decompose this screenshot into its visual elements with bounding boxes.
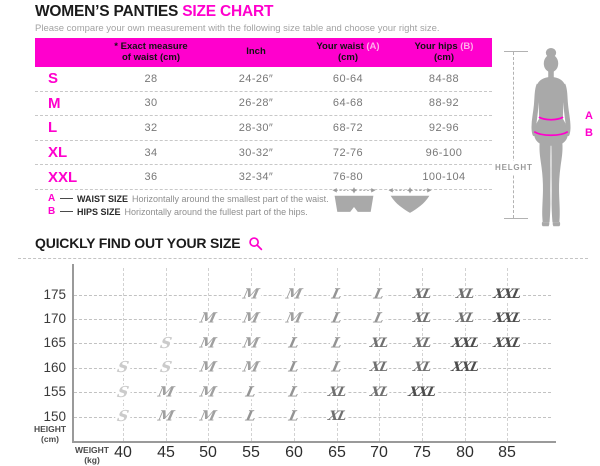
grid-size-XL: XL (411, 286, 433, 302)
table-row-L (35, 116, 492, 141)
size-label: M (48, 94, 61, 112)
hips-marker-label: B (585, 127, 593, 139)
grid-size-XL: XL (368, 360, 390, 376)
page-title-black: WOMEN’S PANTIES (35, 3, 183, 20)
weight-tick: 60 (285, 444, 303, 461)
legend-label: HIPS SIZE (77, 206, 121, 217)
grid-size-XL: XL (454, 311, 476, 327)
size-table-header-cell-3 (300, 42, 396, 64)
grid-size-XXL: XXL (450, 335, 480, 351)
grid-size-S: S (158, 357, 174, 376)
size-value: 92-96 (428, 121, 460, 134)
grid-size-XL: XL (411, 360, 433, 376)
grid-size-XL: XL (411, 311, 433, 327)
grid-size-XXL: XXL (492, 286, 522, 302)
size-value: 72-76 (332, 146, 364, 159)
header-cell-line2: (cm) (337, 51, 359, 63)
header-cell-mark: (A) (366, 40, 380, 52)
x-axis-title-line2: (kg) (84, 455, 100, 466)
grid-size-M: M (241, 286, 261, 303)
size-value: 30 (144, 97, 158, 110)
grid-size-S: S (115, 382, 131, 401)
header-cell-text: * Exact measure (114, 40, 188, 52)
size-label: XL (48, 144, 68, 162)
page-title-accent: SIZE CHART (182, 3, 274, 20)
size-label: L (48, 119, 58, 137)
grid-size-XXL: XXL (407, 384, 437, 400)
size-value: 88-92 (428, 97, 460, 110)
grid-size-XXL: XXL (450, 360, 480, 376)
magnifier-icon (248, 236, 263, 251)
grid-size-M: M (284, 286, 304, 303)
size-value: 32 (144, 121, 158, 134)
grid-size-M: M (198, 383, 218, 400)
grid-size-M: M (241, 310, 261, 327)
size-value: 64-68 (332, 97, 364, 110)
y-axis-line (72, 264, 74, 442)
weight-tick: 40 (114, 444, 132, 461)
height-tick: 155 (43, 384, 66, 400)
size-value: 26-28″ (238, 97, 274, 110)
height-tick: 165 (43, 335, 66, 351)
grid-size-L: L (330, 286, 344, 303)
size-label: S (48, 70, 59, 88)
weight-tick: 65 (328, 444, 346, 461)
grid-size-L: L (330, 359, 344, 376)
grid-hline (74, 392, 551, 393)
waist-marker-label: A (585, 110, 593, 122)
size-value: 32-34″ (238, 171, 274, 184)
header-cell-line2: (cm) (433, 51, 455, 63)
height-measure-label: HELGHT (495, 161, 536, 174)
section-divider (18, 258, 588, 259)
grid-size-L: L (244, 383, 258, 400)
size-value: 60-64 (332, 72, 364, 85)
table-row-M (35, 92, 492, 117)
height-tick: 175 (43, 286, 66, 302)
size-value: 68-72 (332, 121, 364, 134)
y-axis-title (30, 424, 70, 444)
legend-line-B (48, 205, 329, 218)
legend-key: B (48, 206, 56, 217)
header-cell-text: Your waist (316, 40, 367, 52)
grid-size-S: S (158, 333, 174, 352)
grid-size-L: L (372, 310, 386, 327)
header-cell-mark: (B) (460, 40, 474, 52)
size-value: 28 (144, 72, 158, 85)
weight-tick: 70 (370, 444, 388, 461)
grid-hline (74, 417, 551, 418)
grid-size-L: L (287, 359, 301, 376)
x-axis-title-line1: WEIGHT (75, 445, 109, 455)
size-label: XXL (48, 168, 78, 186)
legend-key: A (48, 193, 56, 204)
weight-tick: 55 (242, 444, 260, 461)
size-value: 36 (144, 171, 158, 184)
grid-size-L: L (287, 383, 301, 400)
grid-size-XL: XL (368, 335, 390, 351)
grid-size-M: M (156, 408, 176, 425)
weight-tick: 80 (456, 444, 474, 461)
y-axis-title-line2: (cm) (41, 434, 59, 445)
finder-heading-text: QUICKLY FIND OUT YOUR SIZE (35, 235, 241, 251)
grid-size-L: L (287, 335, 301, 352)
legend-dash (60, 211, 73, 212)
size-value: 96-100 (425, 146, 463, 159)
grid-size-XL: XL (326, 408, 348, 424)
legend-label: WAIST SIZE (77, 193, 129, 204)
weight-tick: 85 (498, 444, 516, 461)
page-subtitle: Please compare your own measurement with the following size table and choose your right size. (35, 23, 440, 34)
grid-size-S: S (115, 357, 131, 376)
weight-tick: 45 (157, 444, 175, 461)
grid-hline (74, 319, 551, 320)
legend-dash (60, 198, 73, 199)
grid-size-L: L (244, 408, 258, 425)
height-tick: 170 (43, 310, 66, 326)
size-table-body (35, 67, 492, 190)
grid-size-S: S (115, 406, 131, 425)
grid-size-XXL: XXL (492, 311, 522, 327)
measure-legend (48, 192, 329, 218)
boyshort-panty-icon (331, 186, 377, 214)
size-value: 24-26″ (238, 72, 274, 85)
panties-icons (331, 186, 433, 214)
grid-size-M: M (241, 359, 261, 376)
header-cell-text: Your hips (414, 40, 461, 52)
header-cell-line2: of waist (cm) (121, 51, 181, 63)
weight-tick: 50 (199, 444, 217, 461)
grid-size-M: M (198, 335, 218, 352)
height-tick: 150 (43, 408, 66, 424)
grid-size-M: M (156, 383, 176, 400)
legend-description: Horizontally around the fullest part of the hips. (124, 206, 308, 217)
grid-size-M: M (198, 359, 218, 376)
finder-heading (35, 235, 263, 251)
x-axis-line (72, 441, 556, 443)
y-axis-title-line1: HEIGHT (33, 424, 67, 434)
grid-size-M: M (198, 408, 218, 425)
grid-size-M: M (284, 310, 304, 327)
table-row-S (35, 67, 492, 92)
bikini-panty-icon (387, 186, 433, 214)
size-value: 30-32″ (238, 146, 274, 159)
height-tick: 160 (43, 359, 66, 375)
legend-line-A (48, 192, 329, 205)
x-axis-title (72, 445, 112, 465)
grid-size-L: L (330, 335, 344, 352)
table-row-XL (35, 141, 492, 166)
grid-size-L: L (287, 408, 301, 425)
size-value: 28-30″ (238, 121, 274, 134)
grid-size-M: M (198, 310, 218, 327)
grid-size-XL: XL (326, 384, 348, 400)
grid-size-XL: XL (368, 384, 390, 400)
size-value: 84-88 (428, 72, 460, 85)
height-measure-line (513, 52, 514, 218)
size-table-header-cell-1 (90, 42, 212, 64)
header-cell-text: Inch (246, 46, 266, 58)
female-silhouette (518, 47, 584, 227)
size-value: 100-104 (422, 171, 466, 184)
size-table-header-cell-4 (396, 42, 492, 64)
grid-hline (74, 295, 551, 296)
size-table (35, 38, 492, 190)
weight-tick: 75 (413, 444, 431, 461)
legend-description: Horizontally around the smallest part of the waist. (132, 193, 329, 204)
size-table-header (35, 38, 492, 67)
grid-size-M: M (241, 335, 261, 352)
size-table-header-cell-2 (212, 47, 300, 58)
grid-size-XL: XL (411, 335, 433, 351)
grid-size-XL: XL (454, 286, 476, 302)
grid-size-L: L (330, 310, 344, 327)
grid-size-L: L (372, 286, 386, 303)
page-title (35, 3, 273, 21)
grid-size-XXL: XXL (492, 335, 522, 351)
size-value: 34 (144, 146, 158, 159)
size-value: 76-80 (332, 171, 364, 184)
